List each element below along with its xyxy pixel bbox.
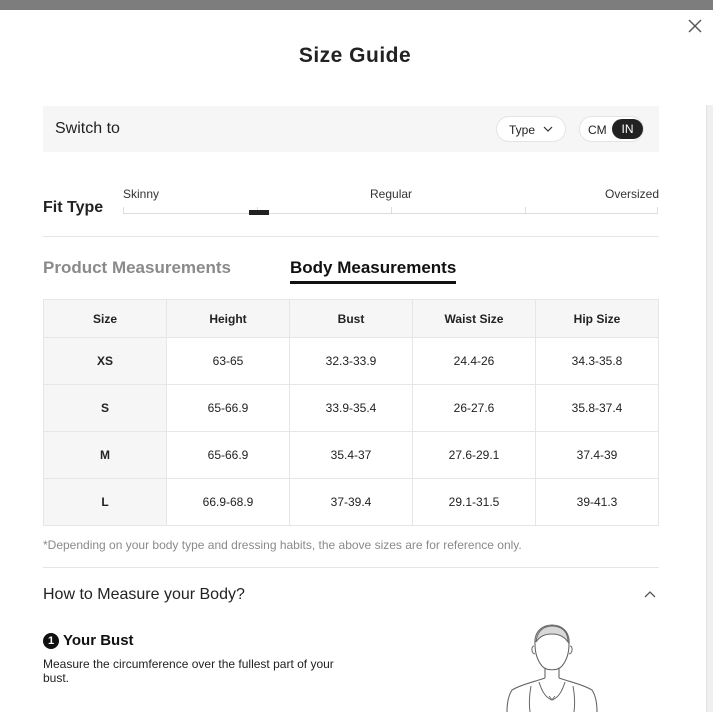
table-cell: 39-41.3 [536,479,659,526]
table-row [44,338,659,385]
fit-scale-tick [525,207,526,213]
unit-cm-option[interactable]: CM [588,123,607,137]
backdrop-strip [0,0,713,10]
step-description: Measure the circumference over the fullest part of your bust. [43,657,334,685]
fit-type-scale [123,207,658,214]
size-cell: XS [44,338,167,385]
column-header: Height [167,300,290,338]
size-table [43,299,659,526]
column-header: Size [44,300,167,338]
unit-in-option[interactable]: IN [612,119,643,139]
fit-option-oversized: Oversized [605,187,660,201]
fit-option-regular: Regular [370,187,413,201]
table-cell: 24.4-26 [413,338,536,385]
column-header: Waist Size [413,300,536,338]
table-cell: 37.4-39 [536,432,659,479]
table-cell: 33.9-35.4 [290,385,413,432]
table-cell: 37-39.4 [290,479,413,526]
page-title: Size Guide [298,44,412,67]
how-to-measure-header[interactable]: How to Measure your Body? [43,586,245,603]
close-icon[interactable] [685,16,705,36]
fit-type-label: Fit Type [43,199,104,216]
table-cell: 29.1-31.5 [413,479,536,526]
table-cell: 26-27.6 [413,385,536,432]
step-title: Your Bust [63,632,134,649]
table-row [44,432,659,479]
body-figure-illustration [498,622,608,712]
table-cell: 32.3-33.9 [290,338,413,385]
fit-type-marker [249,210,269,215]
type-dropdown-label: Type [509,123,536,137]
divider [43,567,659,568]
size-cell: M [44,432,167,479]
fit-option-skinny: Skinny [123,187,160,201]
scrollbar[interactable] [706,105,713,712]
size-cell: L [44,479,167,526]
size-cell: S [44,385,167,432]
column-header: Hip Size [536,300,659,338]
reference-note: *Depending on your body type and dressing habits, the above sizes are for reference only. [43,538,522,552]
table-cell: 34.3-35.8 [536,338,659,385]
chevron-down-icon [543,126,553,132]
table-row [44,385,659,432]
column-header: Bust [290,300,413,338]
table-cell: 65-66.9 [167,432,290,479]
type-dropdown-button[interactable] [496,116,566,142]
table-cell: 65-66.9 [167,385,290,432]
table-row [44,479,659,526]
tab-body-measurements[interactable]: Body Measurements [290,258,456,284]
tab-product-measurements[interactable]: Product Measurements [43,258,231,277]
table-cell: 27.6-29.1 [413,432,536,479]
divider [43,236,659,237]
chevron-up-icon[interactable] [643,590,657,599]
unit-toggle[interactable] [579,116,644,142]
table-cell: 66.9-68.9 [167,479,290,526]
table-cell: 63-65 [167,338,290,385]
step-number-badge: 1 [43,633,59,649]
switch-bar [43,106,659,152]
switch-label: Switch to [55,120,120,137]
table-cell: 35.4-37 [290,432,413,479]
fit-scale-tick [391,207,392,213]
table-cell: 35.8-37.4 [536,385,659,432]
table-header-row [44,300,659,338]
